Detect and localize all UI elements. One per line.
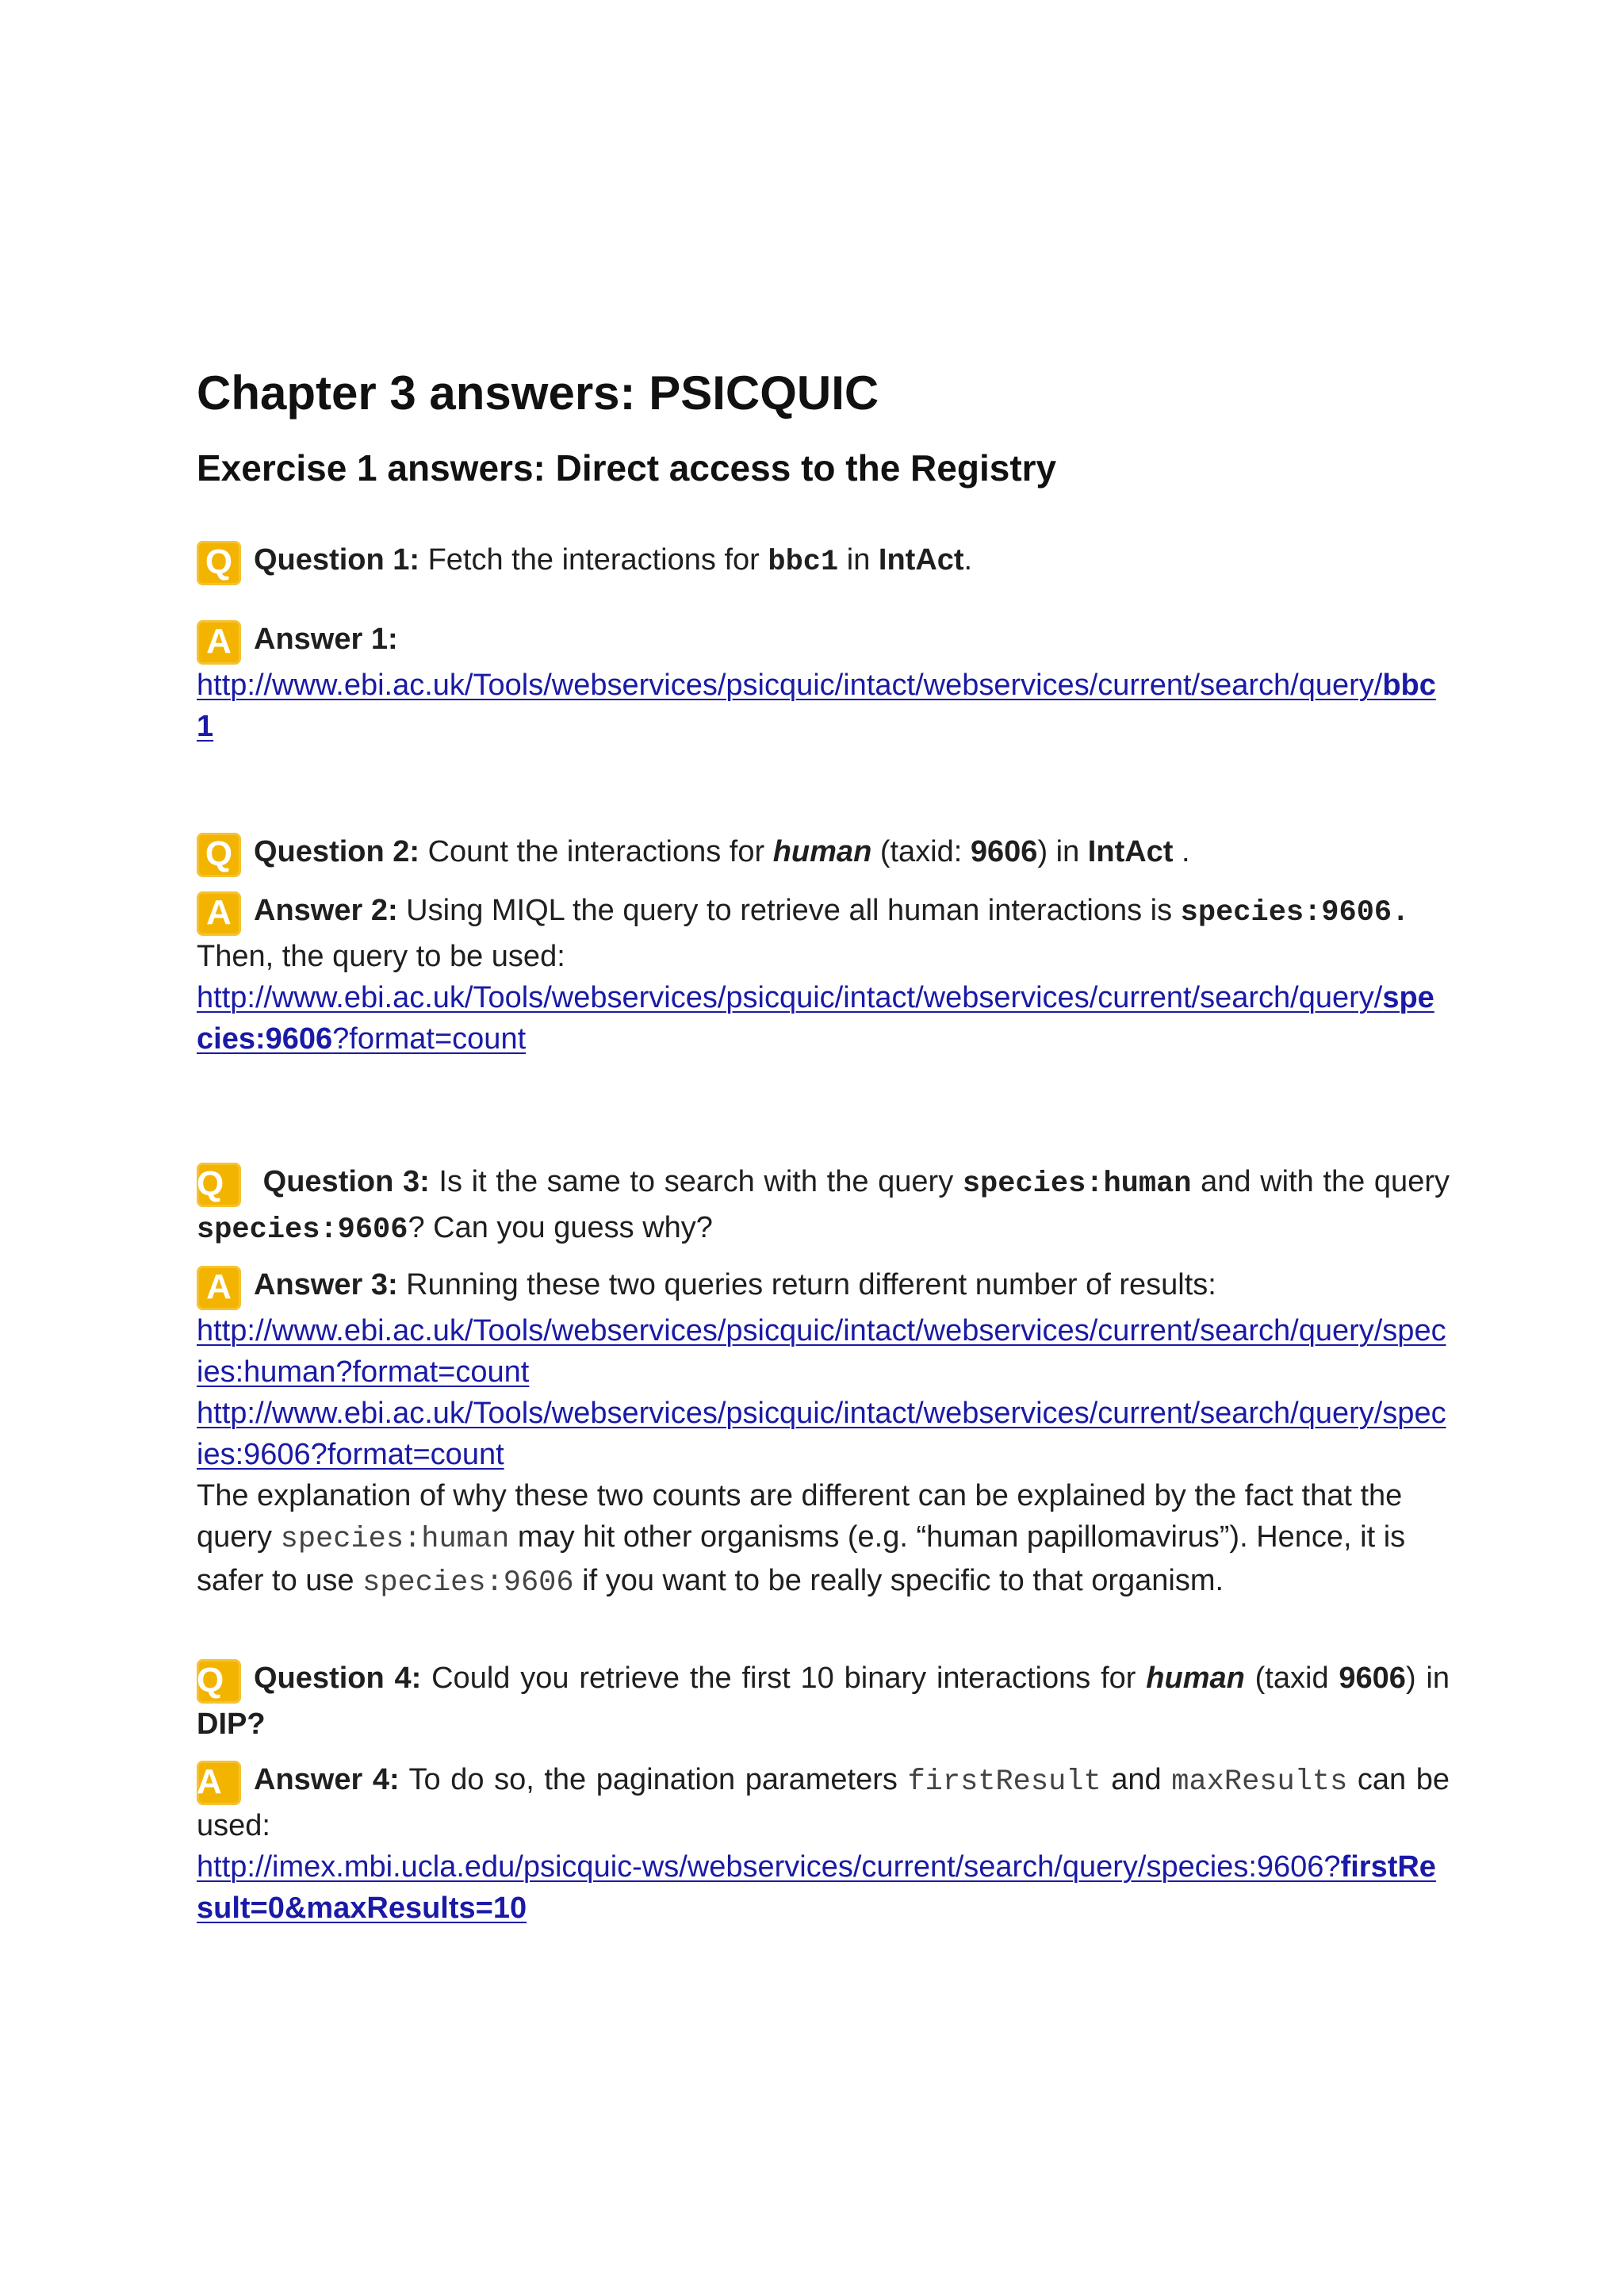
answer-label: Answer 3: (254, 1268, 398, 1301)
question-icon: Q (197, 1163, 241, 1207)
question-text: (taxid: (871, 835, 971, 868)
answer-4 (197, 1759, 1450, 1929)
answer-1 (197, 619, 1450, 747)
answer-text: Running these two queries return different number of results: (397, 1268, 1216, 1301)
answer-3 (197, 1264, 1450, 1604)
taxid-value: 9606 (970, 835, 1038, 868)
database-name: IntAct (878, 543, 964, 577)
question-text: . (1173, 835, 1190, 868)
answer-icon: A (197, 620, 241, 665)
answer-1-link[interactable]: http://www.ebi.ac.uk/Tools/webservices/psicquic/intact/webservices/current/search/query/bbc1 (197, 669, 1436, 743)
database-name: DIP? (197, 1708, 266, 1741)
answer-heading (197, 890, 1450, 936)
answer-heading (197, 1264, 1450, 1310)
question-icon: Q (197, 541, 241, 585)
organism-name: human (772, 835, 872, 868)
answer-text: Then, the query to be used: (197, 940, 565, 973)
database-name: IntAct (1087, 835, 1174, 868)
question-4 (197, 1658, 1450, 1745)
taxid-value: 9606 (1339, 1662, 1406, 1695)
query-code: species:9606 (362, 1566, 574, 1600)
question-label: Question 2: (254, 835, 420, 868)
answer-label: Answer 2: (254, 894, 398, 927)
answer-2 (197, 890, 1450, 1060)
question-text: in (838, 543, 879, 577)
question-2 (197, 831, 1450, 877)
query-code: species:human (962, 1167, 1192, 1201)
answer-explanation: The explanation of why these two counts are different can be explained by the fact that the query species:human may hit other organisms (e.g. “human papillomavirus”). Hence, it is safer to use species:9606 if you want to be really specific to that organism. (197, 1479, 1406, 1600)
query-code: firstResult (907, 1765, 1101, 1799)
answer-icon: A (197, 1761, 241, 1805)
answer-text: and (1101, 1763, 1172, 1796)
answer-text: can be used: (197, 1763, 1450, 1842)
question-text: Count the interactions for (419, 835, 773, 868)
answer-icon: A (197, 1266, 241, 1310)
question-text: Fetch the interactions for (419, 543, 768, 577)
question-text: and with the query (1191, 1165, 1450, 1198)
chapter-title: Chapter 3 answers: PSICQUIC (197, 366, 879, 420)
answer-heading (197, 1759, 1450, 1846)
question-text: (taxid (1244, 1662, 1339, 1695)
question-text: . (963, 543, 973, 577)
query-code: species:9606. (1180, 896, 1410, 930)
answer-icon: A (197, 891, 241, 936)
query-code: species:human (280, 1523, 510, 1556)
answer-label: Answer 1: (254, 623, 398, 656)
question-3 (197, 1161, 1450, 1251)
query-code: maxResults (1171, 1765, 1348, 1799)
answer-text: To do so, the pagination parameters (399, 1763, 908, 1796)
question-text: Is it the same to search with the query (429, 1165, 963, 1198)
exercise-title: Exercise 1 answers: Direct access to the Registry (197, 447, 1057, 489)
answer-heading (197, 619, 1450, 665)
answer-2-link[interactable]: http://www.ebi.ac.uk/Tools/webservices/psicquic/intact/webservices/current/search/query/species:9606?format=count (197, 981, 1434, 1056)
answer-4-link[interactable]: http://imex.mbi.ucla.edu/psicquic-ws/webservices/current/search/query/species:9606?firstResult=0&maxResults=10 (197, 1850, 1436, 1925)
question-text: ) in (1037, 835, 1088, 868)
question-label: Question 1: (254, 543, 420, 577)
query-code: bbc1 (768, 546, 839, 579)
question-text: ) in (1405, 1662, 1450, 1695)
query-code: species:9606 (197, 1213, 408, 1247)
answer-label: Answer 4: (254, 1763, 400, 1796)
organism-name: human (1146, 1662, 1245, 1695)
answer-3-link-9606[interactable]: http://www.ebi.ac.uk/Tools/webservices/psicquic/intact/webservices/current/search/query/species:9606?format=count (197, 1397, 1446, 1471)
question-text: ? Can you guess why? (408, 1211, 713, 1244)
question-1 (197, 539, 1450, 585)
question-icon: Q (197, 1659, 241, 1704)
question-label: Question 3: (262, 1165, 430, 1198)
answer-text: Using MIQL the query to retrieve all human interactions is (397, 894, 1181, 927)
question-icon: Q (197, 833, 241, 877)
answer-3-link-human[interactable]: http://www.ebi.ac.uk/Tools/webservices/psicquic/intact/webservices/current/search/query/species:human?format=count (197, 1314, 1446, 1389)
question-label: Question 4: (254, 1662, 422, 1695)
question-text: Could you retrieve the first 10 binary interactions for (421, 1662, 1147, 1695)
